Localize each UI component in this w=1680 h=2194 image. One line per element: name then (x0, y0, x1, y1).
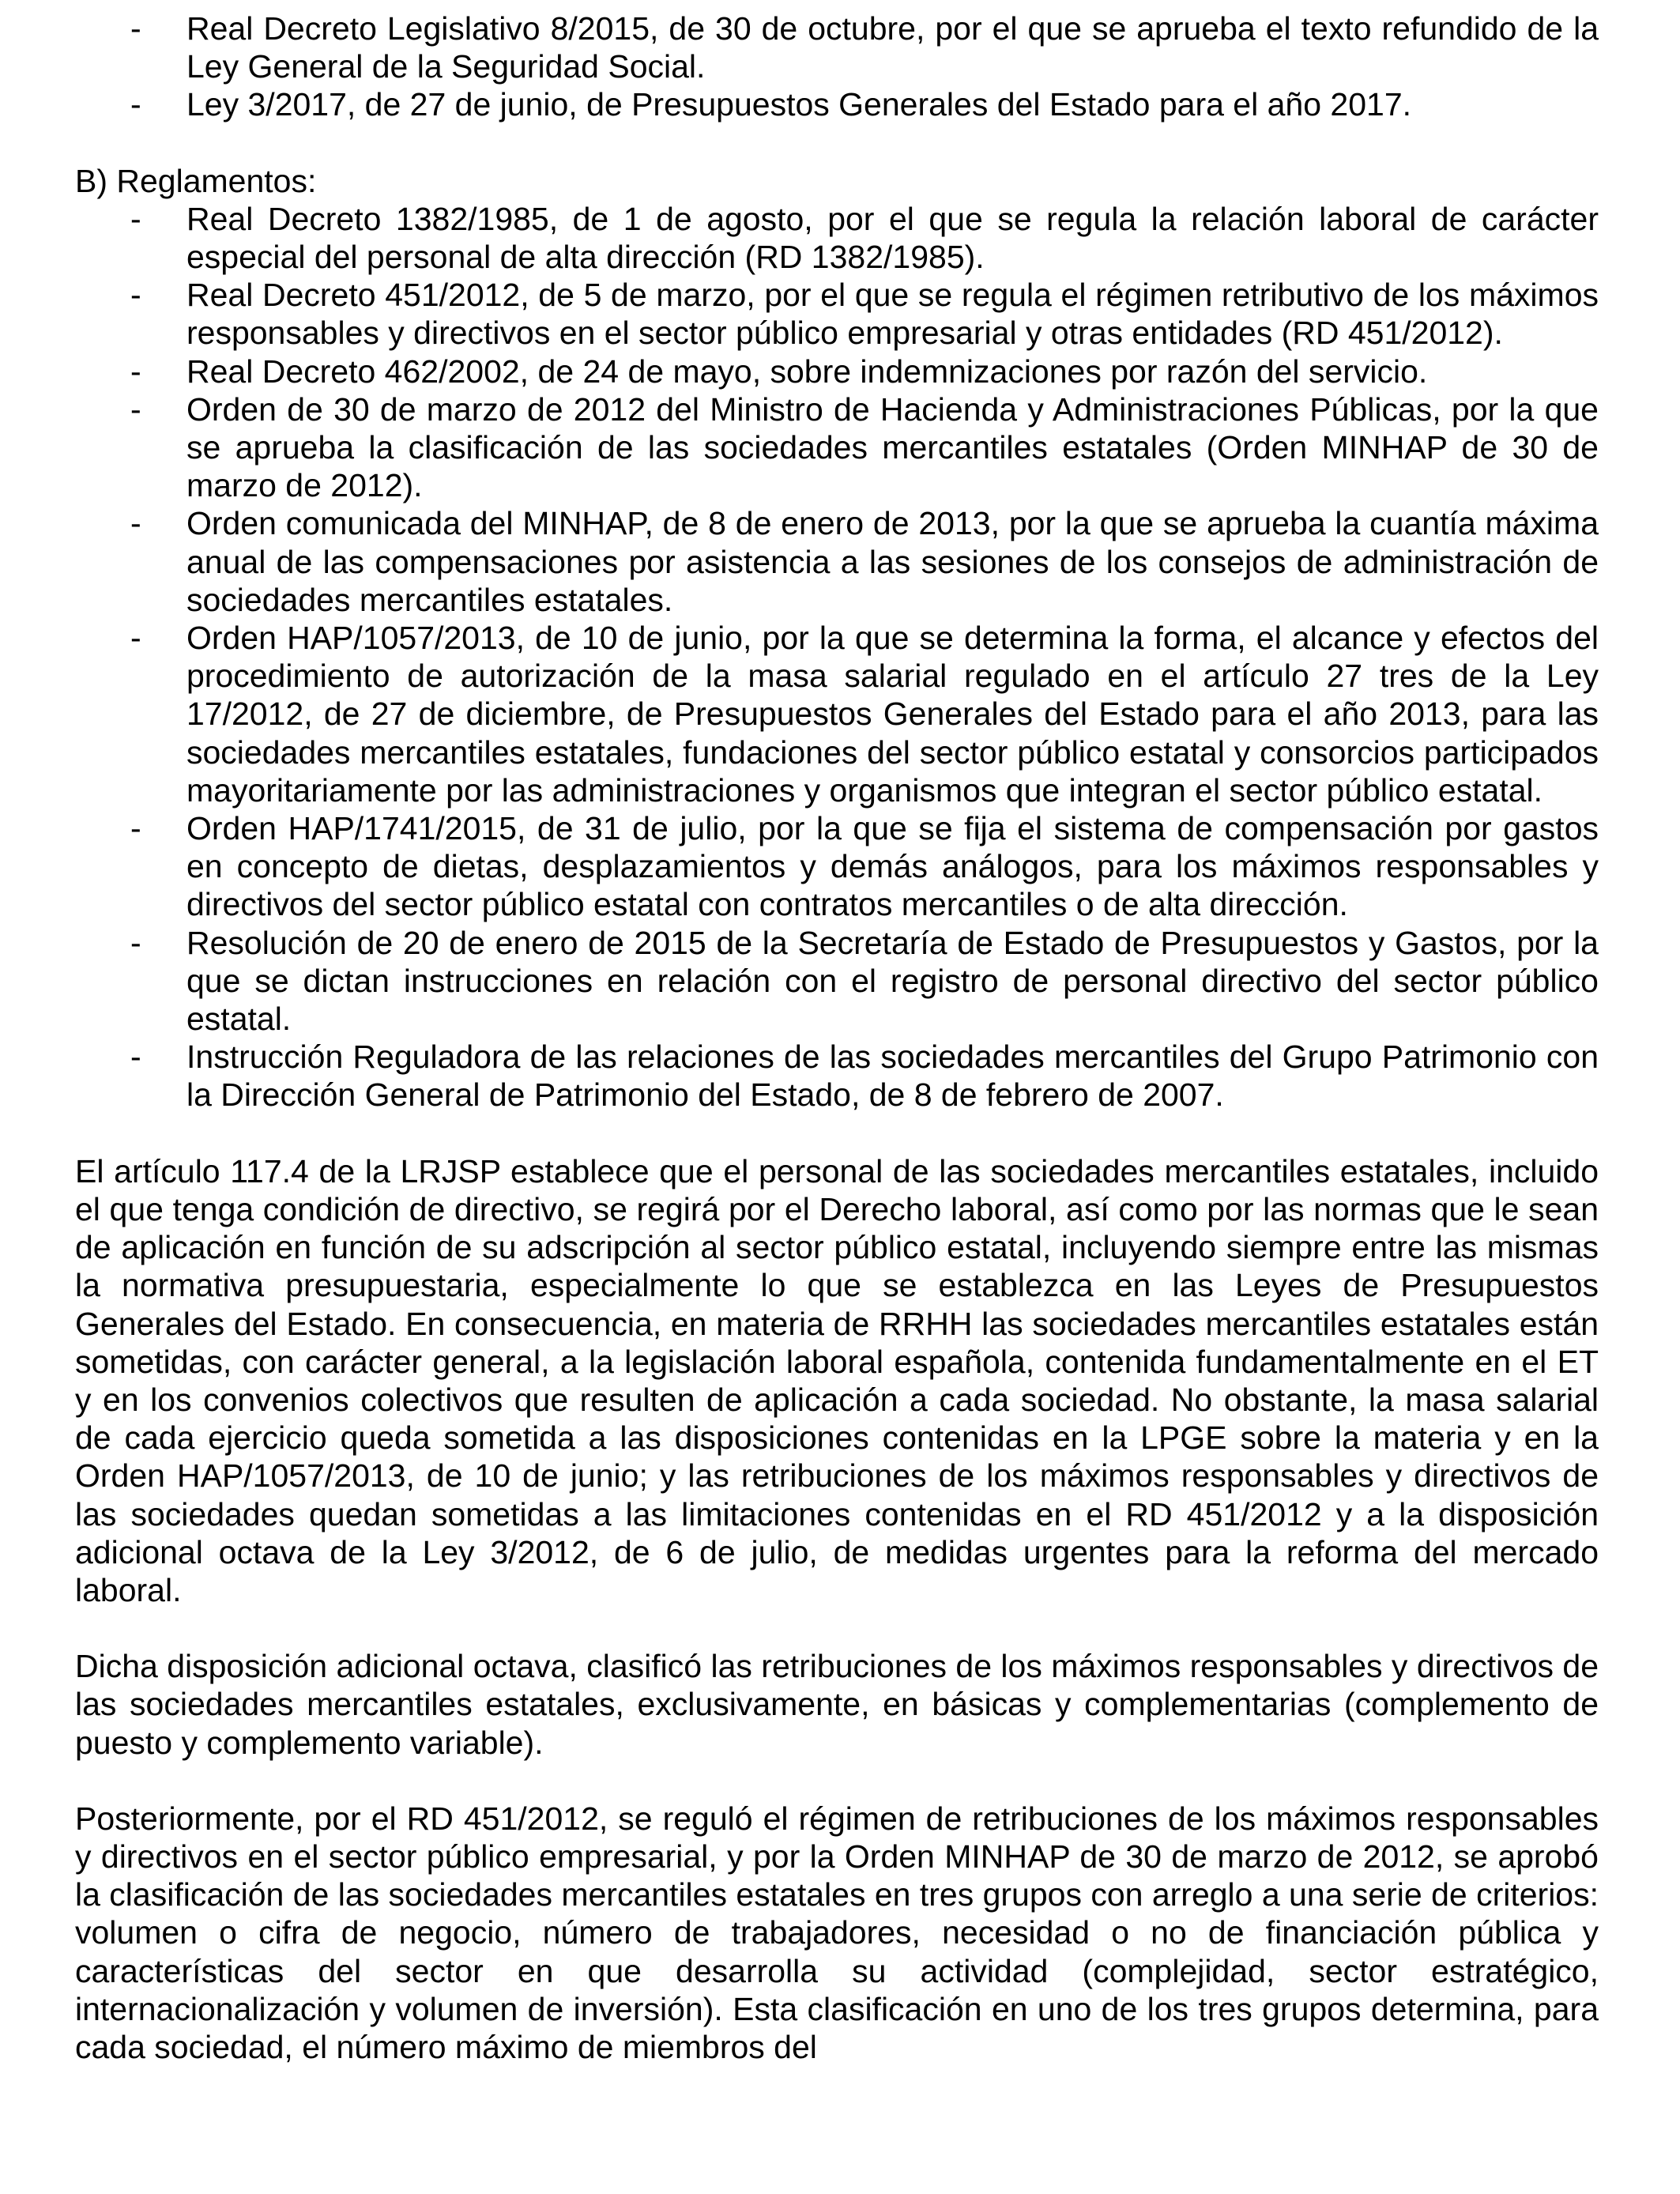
list-dash: - (130, 620, 141, 657)
spacer (75, 1762, 1599, 1800)
list-item-text: Real Decreto 462/2002, de 24 de mayo, sobre indemnizaciones por razón del servicio. (186, 352, 1428, 390)
list-item (75, 504, 1599, 619)
list-item (75, 619, 1599, 809)
list-item-text: Resolución de 20 de enero de 2015 de la Secretaría de Estado de Presupuestos y Gastos, por la que se dictan instrucciones en relación con el registro de personal directivo del sector público estatal. (186, 924, 1599, 1038)
body-paragraph: Posteriormente, por el RD 451/2012, se reguló el régimen de retribuciones de los máximos responsables y directivos en el sector público empresarial, y por la Orden MINHAP de 30 de marzo de 2012, se aprobó la clasificación de las sociedades mercantiles estatales en tres grupos con arreglo a una serie de criterios: volumen o cifra de negocio, número de trabajadores, necesidad o no de financiación pública y características del sector en que desarrolla su actividad (complejidad, sector estratégico, internacionalización y volumen de inversión). Esta clasificación en uno de los tres grupos determina, para cada sociedad, el número máximo de miembros del (75, 1800, 1599, 2065)
list-dash: - (130, 86, 141, 123)
list-item-text: Orden HAP/1057/2013, de 10 de junio, por la que se determina la forma, el alcance y efectos del procedimiento de autorización de la masa salarial regulado en el artículo 27 tres de la Ley 17/2012, de 27 de diciembre, de Presupuestos Generales del Estado para el año 2013, para las sociedades mercantiles estatales, fundaciones del sector público estatal y consorcios participados mayoritariamente por las administraciones y organismos que integran el sector público estatal. (186, 620, 1599, 809)
list-item (75, 1038, 1599, 1114)
spacer (75, 1609, 1599, 1647)
list-item (75, 390, 1599, 505)
list-item-text: Real Decreto 1382/1985, de 1 de agosto, por el que se regula la relación laboral de carácter especial del personal de alta dirección (RD 1382/1985). (186, 200, 1599, 276)
list-dash: - (130, 924, 141, 961)
body-paragraph: Dicha disposición adicional octava, clasificó las retribuciones de los máximos responsables y directivos de las sociedades mercantiles estatales, exclusivamente, en básicas y complementarias (complemento de puesto y complemento variable). (75, 1648, 1599, 1761)
list-dash: - (130, 390, 141, 428)
section-heading-reglamentos: B) Reglamentos: (75, 162, 317, 199)
list-item (75, 85, 1599, 123)
list-item (75, 809, 1599, 924)
list-dash: - (130, 10, 141, 47)
list-item-text: Orden comunicada del MINHAP, de 8 de enero de 2013, por la que se aprueba la cuantía máxima anual de las compensaciones por asistencia a las sesiones de los consejos de administración de sociedades mercantiles estatales. (186, 505, 1599, 618)
list-item (75, 924, 1599, 1039)
list-item (75, 200, 1599, 276)
list-item-text: Orden HAP/1741/2015, de 31 de julio, por la que se fija el sistema de compensación por gastos en concepto de dietas, desplazamientos y demás análogos, para los máximos responsables y directivos del sector público estatal con contratos mercantiles o de alta dirección. (186, 810, 1599, 923)
list-item (75, 276, 1599, 352)
legal-list-b (75, 200, 1599, 1114)
spacer (75, 1114, 1599, 1152)
list-item-text: Instrucción Reguladora de las relaciones de las sociedades mercantiles del Grupo Patrimonio con la Dirección General de Patrimonio del Estado, de 8 de febrero de 2007. (186, 1039, 1599, 1114)
list-item-text: Real Decreto 451/2012, de 5 de marzo, por el que se regula el régimen retributivo de los máximos responsables y directivos en el sector público empresarial y otras entidades (RD 451/2012). (186, 277, 1599, 352)
list-dash: - (130, 1039, 141, 1076)
list-item (75, 9, 1599, 85)
list-dash: - (130, 352, 141, 390)
list-dash: - (130, 810, 141, 847)
list-dash: - (130, 505, 141, 542)
list-dash: - (130, 200, 141, 237)
list-item-text: Orden de 30 de marzo de 2012 del Ministro de Hacienda y Administraciones Públicas, por la que se aprueba la clasificación de las sociedades mercantiles estatales (Orden MINHAP de 30 de marzo de 2012). (186, 390, 1599, 504)
list-item-text: Ley 3/2017, de 27 de junio, de Presupuestos Generales del Estado para el año 2017. (186, 86, 1412, 123)
list-item (75, 352, 1599, 390)
list-item-text: Real Decreto Legislativo 8/2015, de 30 de octubre, por el que se aprueba el texto refundido de la Ley General de la Seguridad Social. (186, 10, 1599, 85)
legal-list-a (75, 9, 1599, 124)
body-paragraph: El artículo 117.4 de la LRJSP establece que el personal de las sociedades mercantiles estatales, incluido el que tenga condición de directivo, se regirá por el Derecho laboral, así como por las normas que le sean de aplicación en función de su adscripción al sector público estatal, incluyendo siempre entre las mismas la normativa presupuestaria, especialmente lo que se establezca en las Leyes de Presupuestos Generales del Estado. En consecuencia, en materia de RRHH las sociedades mercantiles estatales están sometidas, con carácter general, a la legislación laboral española, contenida fundamentalmente en el ET y en los convenios colectivos que resulten de aplicación a cada sociedad. No obstante, la masa salarial de cada ejercicio queda sometida a las disposiciones contenidas en la LPGE sobre la materia y en la Orden HAP/1057/2013, de 10 de junio; y las retribuciones de los máximos responsables y directivos de las sociedades quedan sometidas a las limitaciones contenidas en el RD 451/2012 y a la disposición adicional octava de la Ley 3/2012, de 6 de julio, de medidas urgentes para la reforma del mercado laboral. (75, 1152, 1599, 1608)
list-dash: - (130, 277, 141, 314)
spacer (75, 124, 1599, 162)
document-page (75, 9, 1599, 2066)
